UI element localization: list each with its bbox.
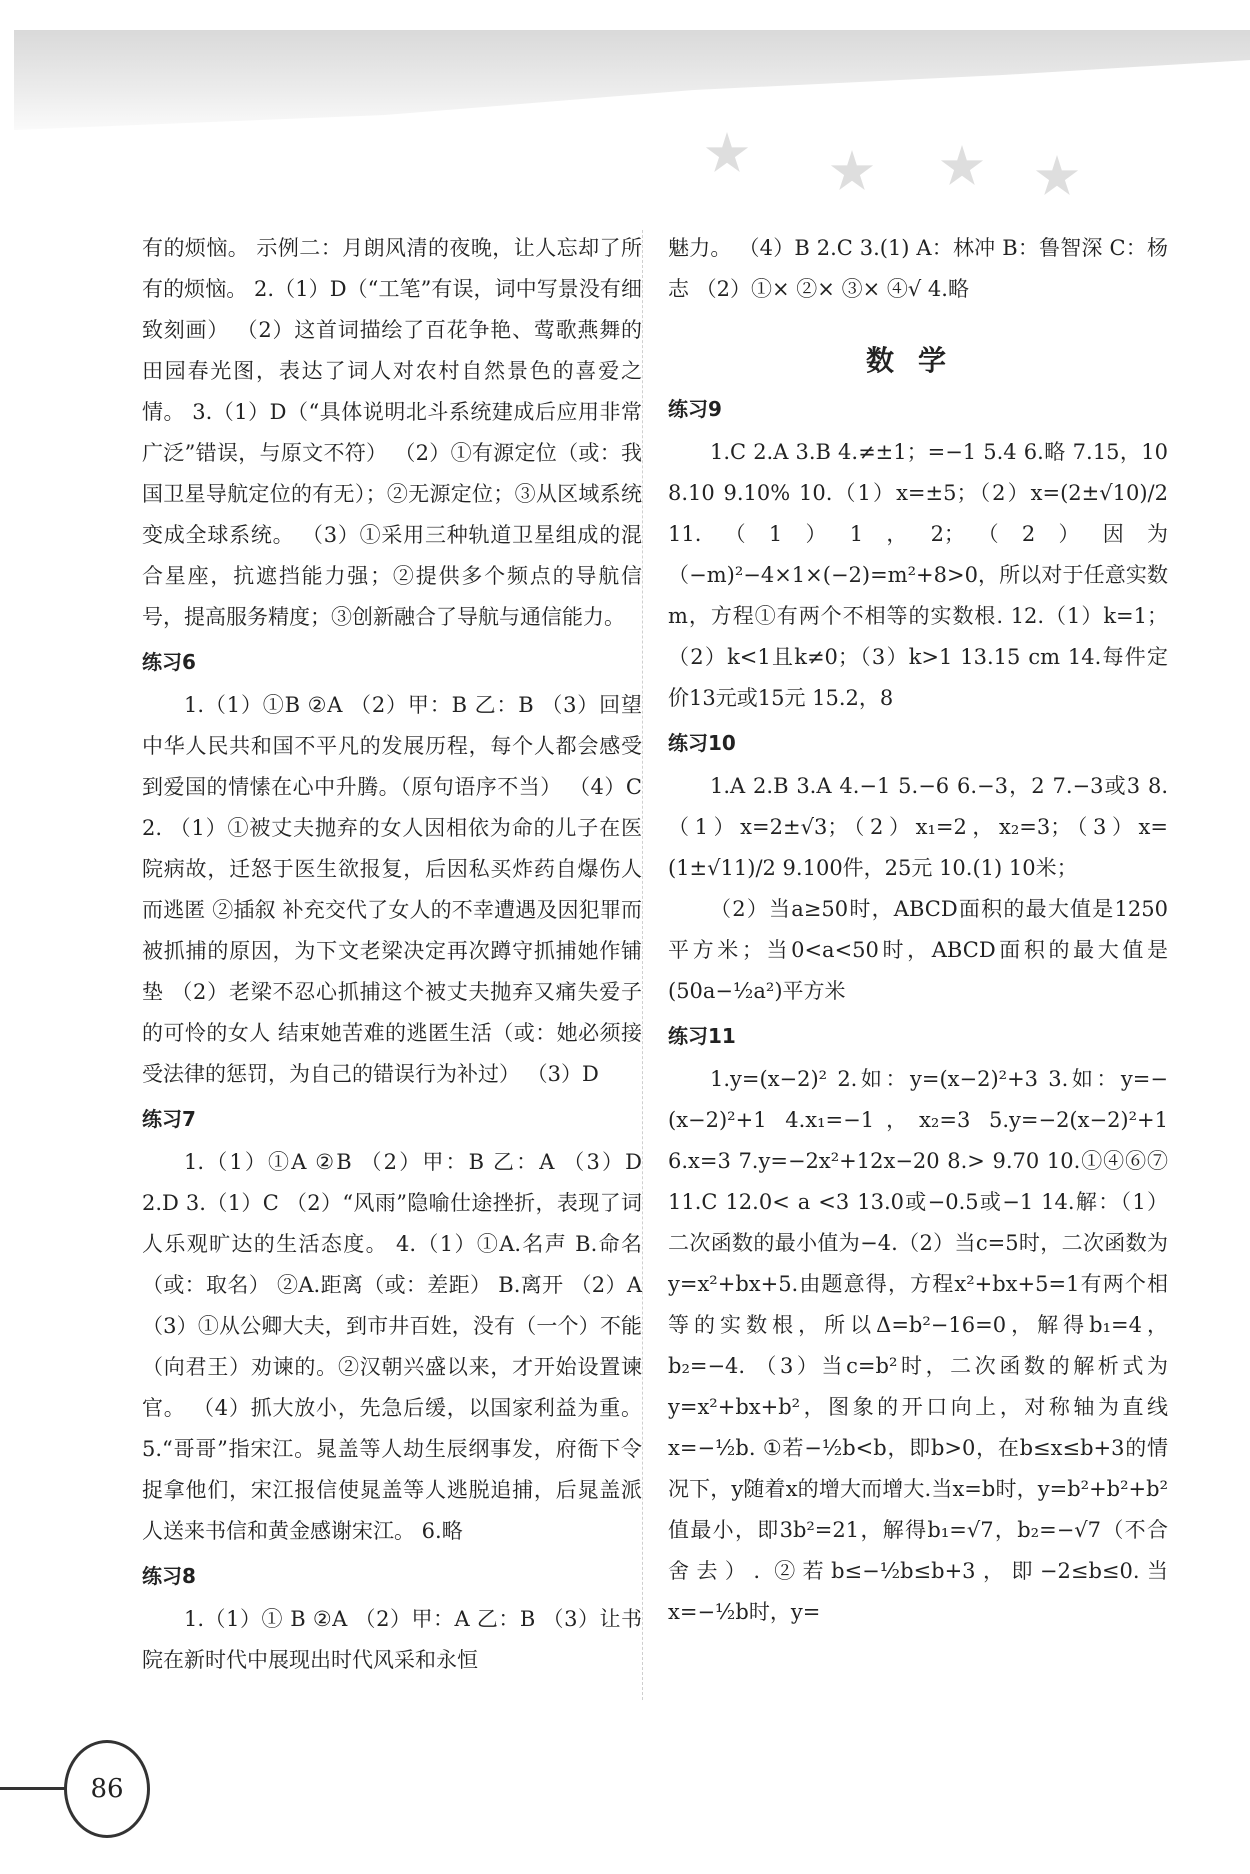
answer-paragraph: 1.y=(x−2)² 2.如：y=(x−2)²+3 3.如：y=−(x−2)²+1 4.x₁=−1，x₂=3 5.y=−2(x−2)²+1 6.x=3 7.y=−2x²+12x−20 8.> 9.70 10.①④⑥⑦ 11.C 12.0< a <3 13.0或−0.5或−1 14.解：（1）二次函数的最小值为−4.（2）当c=5时，二次函数为y=x²+bx+5.由题意得，方程x²+bx+5=1有两个相等的实数根，所以Δ=b²−16=0，解得b₁=4，b₂=−4. （3）当c=b²时，二次函数的解析式为y=x²+bx+b²，图象的开口向上，对称轴为直线x=−½b. ①若−½b<b，即b>0，在b≤x≤b+3的情况下，y随着x的增大而增大.当x=b时，y=b²+b²+b²值最小，即3b²=21，解得b₁=√7，b₂=−√7（不合舍去）. ②若b≤−½b≤b+3，即−2≤b≤0.当x=−½b时，y=	[668, 1067, 1168, 1624]
page-number-line	[0, 1787, 66, 1790]
section-heading-7: 练习7	[142, 1107, 196, 1131]
answer-paragraph: 1.（1）① B ②A （2）甲：A 乙：B （3）让书院在新时代中展现出时代风采和永恒	[142, 1607, 642, 1672]
left-column	[142, 228, 642, 1681]
section-heading-10: 练习10	[668, 731, 736, 755]
answer-paragraph: 1.C 2.A 3.B 4.≠±1；=−1 5.4 6.略 7.15，10 8.10 9.10% 10.（1）x=±5；（2）x=(2±√10)/2 11.（1）1，2；（2）因为（−m)²−4×1×(−2)=m²+8>0，所以对于任意实数m，方程①有两个不相等的实数根. 12.（1）k=1；（2）k<1且k≠0；（3）k>1 13.15 cm 14.每件定价13元或15元 15.2，8	[668, 440, 1168, 710]
answer-paragraph: 魅力。 （4）B 2.C 3.(1) A：林冲 B：鲁智深 C：杨志 （2）①× ②× ③× ④√ 4.略	[668, 236, 1168, 301]
answer-paragraph: （2）当a≥50时，ABCD面积的最大值是1250平方米；当0<a<50时，ABCD面积的最大值是(50a−½a²)平方米	[668, 897, 1168, 1003]
page-number: 86	[64, 1740, 150, 1838]
section-heading-9: 练习9	[668, 397, 722, 421]
star-icon	[705, 132, 749, 176]
header-decoration	[14, 30, 1250, 130]
section-heading-11: 练习11	[668, 1024, 736, 1048]
answer-paragraph: 1.A 2.B 3.A 4.−1 5.−6 6.−3，2 7.−3或3 8.（1）x=2±√3；（2）x₁=2，x₂=3；（3）x=(1±√11)/2 9.100件，25元 10.(1) 10米；	[668, 774, 1168, 880]
star-icon	[1035, 155, 1079, 199]
answer-paragraph: 1.（1）①A ②B （2）甲：B 乙：A （3）D 2.D 3.（1）C （2）“风雨”隐喻仕途挫折，表现了词人乐观旷达的生活态度。 4.（1）①A.名声 B.命名（或：取名） ②A.距离（或：差距） B.离开 （2）A （3）①从公卿大夫，到市井百姓，没有（一个）不能（向君王）劝谏的。②汉朝兴盛以来，才开始设置谏官。 （4）抓大放小，先急后缓，以国家利益为重。 5.“哥哥”指宋江。晁盖等人劫生辰纲事发，府衙下令捉拿他们，宋江报信使晁盖等人逃脱追捕，后晁盖派人送来书信和黄金感谢宋江。 6.略	[142, 1150, 642, 1543]
subject-title: 数学	[865, 344, 970, 377]
right-column	[668, 228, 1168, 1633]
answer-paragraph: 1.（1）①B ②A （2）甲：B 乙：B （3）回望中华人民共和国不平凡的发展历程，每个人都会感受到爱国的情愫在心中升腾。（原句语序不当） （4）C 2. （1）①被丈夫抛弃的女人因相依为命的儿子在医院病故，迁怒于医生欲报复，后因私买炸药自爆伤人而逃匿 ②插叙 补充交代了女人的不幸遭遇及因犯罪而被抓捕的原因，为下文老梁决定再次蹲守抓捕她作铺垫 （2）老梁不忍心抓捕这个被丈夫抛弃又痛失爱子的可怜的女人 结束她苦难的逃匿生活（或：她必须接受法律的惩罚，为自己的错误行为补过） （3）D	[142, 693, 642, 1086]
section-heading-6: 练习6	[142, 650, 196, 674]
answer-paragraph: 有的烦恼。 示例二：月朗风清的夜晚，让人忘却了所有的烦恼。 2.（1）D（“工笔”有误，词中写景没有细致刻画） （2）这首词描绘了百花争艳、莺歌燕舞的田园春光图，表达了词人对农村自然景色的喜爱之情。 3.（1）D（“具体说明北斗系统建成后应用非常广泛”错误，与原文不符） （2）①有源定位（或：我国卫星导航定位的有无）；②无源定位；③从区域系统变成全球系统。 （3）①采用三种轨道卫星组成的混合星座，抗遮挡能力强；②提供多个频点的导航信号，提高服务精度；③创新融合了导航与通信能力。	[142, 236, 642, 629]
column-divider	[642, 230, 644, 1700]
star-icon	[830, 150, 874, 194]
star-icon	[940, 145, 984, 189]
section-heading-8: 练习8	[142, 1564, 196, 1588]
